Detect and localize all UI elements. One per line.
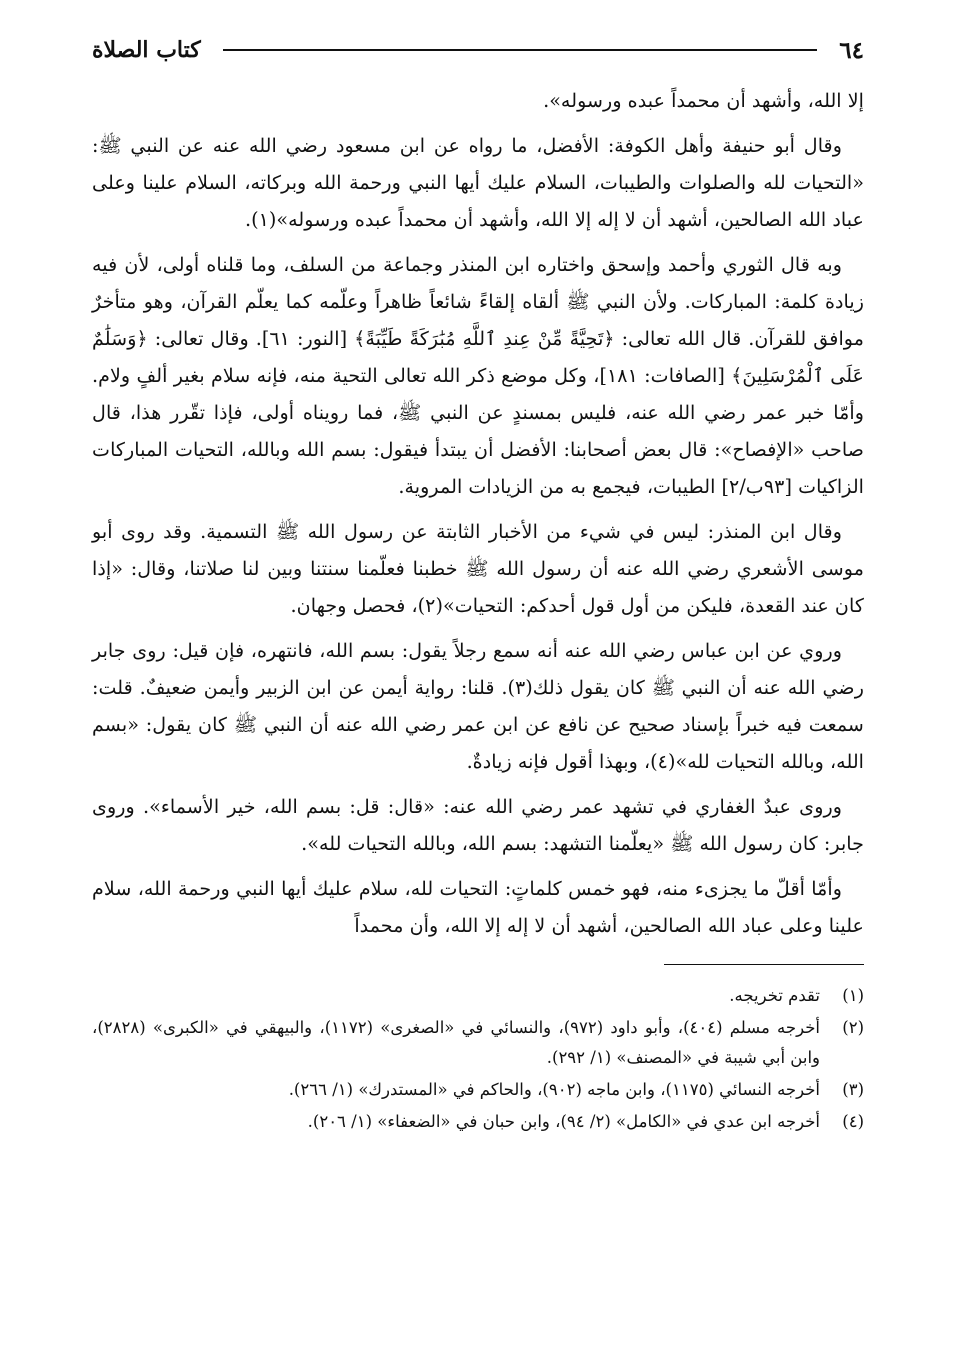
- footnote-number: (٣): [842, 1080, 864, 1099]
- footnote-text: أخرجه مسلم (٤٠٤)، وأبو داود (٩٧٢)، والنسائي في «الصغرى» (١١٧٢)، والبيهقي في «الكبرى» (٢٨٢٨)، وابن أبي شيبة في «المصنف» (١/ ٢٩٢).: [92, 1018, 820, 1067]
- main-text: [92, 82, 864, 944]
- footnote: [92, 1013, 864, 1073]
- footnote-number: (١): [842, 986, 864, 1005]
- header-rule: [223, 49, 818, 51]
- footnote-number: (٢): [842, 1018, 864, 1037]
- footnote-divider: [664, 964, 864, 965]
- footnote: [92, 1075, 864, 1105]
- footnotes: [92, 981, 864, 1137]
- footnote-text: أخرجه ابن عدي في «الكامل» (٢/ ٩٤)، وابن حبان في «الضعفاء» (١/ ٢٠٦).: [307, 1112, 820, 1131]
- paragraph: وأمّا أقلّ ما يجزىء منه، فهو خمس كلماتٍ: التحيات لله، سلام عليك أيها النبي ورحمة الله، سلام علينا وعلى عباد الله الصالحين، أشهد أن لا إله إلا الله، وأن محمداً: [92, 877, 864, 937]
- paragraph: وقال ابن المنذر: ليس في شيء من الأخبار الثابتة عن رسول الله ﷺ التسمية. وقد روى أبو موسى الأشعري رضي الله عنه أن رسول الله ﷺ خطبنا فعلّمنا سنتنا وبين لنا صلاتنا، وقال: «إذا كان عند القعدة، فليكن من أول قول أحدكم: التحيات»(٢)، فحصل وجهان.: [92, 520, 864, 617]
- footnote-text: تقدم تخريجه.: [729, 986, 820, 1005]
- paragraph: وبه قال الثوري وأحمد وإسحق واختاره ابن المنذر وجماعة من السلف، وما قلناه أولى، لأن فيه زيادة كلمة: المباركات. ولأن النبي ﷺ ألقاه إلقاءً شائعاً ظاهراً وعلّمه كما يعلّم القرآن، وهو متأخرٌ موافق للقرآن. قال الله تعالى: ﴿تَحِيَّةً مِّنْ عِندِ ٱللَّهِ مُبَٰرَكَةً طَيِّبَةً﴾ [النور: ٦١]. وقال تعالى: ﴿وَسَلَٰمٌ عَلَى ٱلْمُرْسَلِينَ﴾ [الصافات: ١٨١]، وكل موضع ذكر الله تعالى التحية منه، فإنه سلام بغير ألفٍ ولام. وأمّا خبر عمر رضي الله عنه، فليس بمسندٍ عن النبي ﷺ، فما رويناه أولى، فإذا تقّرر هذا، قال صاحب «الإفصاح»: قال بعض أصحابنا: الأفضل أن يبتدأ فيقول: بسم الله وبالله، التحيات المباركات الزاكيات [٩٣ب/٢] الطيبات، فيجمع به من الزيادات المروية.: [92, 253, 864, 498]
- book-title: كتاب الصلاة: [92, 37, 201, 63]
- footnote: [92, 981, 864, 1011]
- page-number: ٦٤: [839, 36, 864, 64]
- footnote-text: أخرجه النسائي (١١٧٥)، وابن ماجه (٩٠٢)، والحاكم في «المستدرك» (١/ ٢٦٦).: [288, 1080, 820, 1099]
- paragraph: وروى عبدٌ الغفاري في تشهد عمر رضي الله عنه: «قال: قل: بسم الله، خير الأسماء». وروى جابر: كان رسول الله ﷺ «يعلّمنا التشهد: بسم الله، وبالله التحيات لله».: [92, 795, 864, 855]
- book-page: [92, 30, 864, 1350]
- paragraph: وروي عن ابن عباس رضي الله عنه أنه سمع رجلاً يقول: بسم الله، فانتهره، فإن قيل: روى جابر رضي الله عنه أن النبي ﷺ كان يقول ذلك(٣). قلنا: رواية أيمن عن ابن الزبير وأيمن ضعيفٌ. قلت: سمعت فيه خبراً بإسناد صحيح عن نافع عن ابن عمر رضي الله عنه أن النبي ﷺ كان يقول: «بسم الله، وبالله التحيات لله»(٤)، وبهذا أقول فإنه زيادةٌ.: [92, 639, 864, 773]
- paragraph: إلا الله، وأشهد أن محمداً عبده ورسوله».: [543, 89, 864, 112]
- footnote: [92, 1107, 864, 1137]
- page-header: [92, 30, 864, 70]
- footnote-number: (٤): [842, 1112, 864, 1131]
- paragraph: وقال أبو حنيفة وأهل الكوفة: الأفضل، ما رواه عن ابن مسعود رضي الله عنه عن النبي ﷺ: «التحيات لله والصلوات والطيبات، السلام عليك أيها النبي ورحمة الله وبركاته، السلام علينا وعلى عباد الله الصالحين، أشهد أن لا إله إلا الله، وأشهد أن محمداً عبده ورسوله»(١).: [92, 134, 864, 231]
